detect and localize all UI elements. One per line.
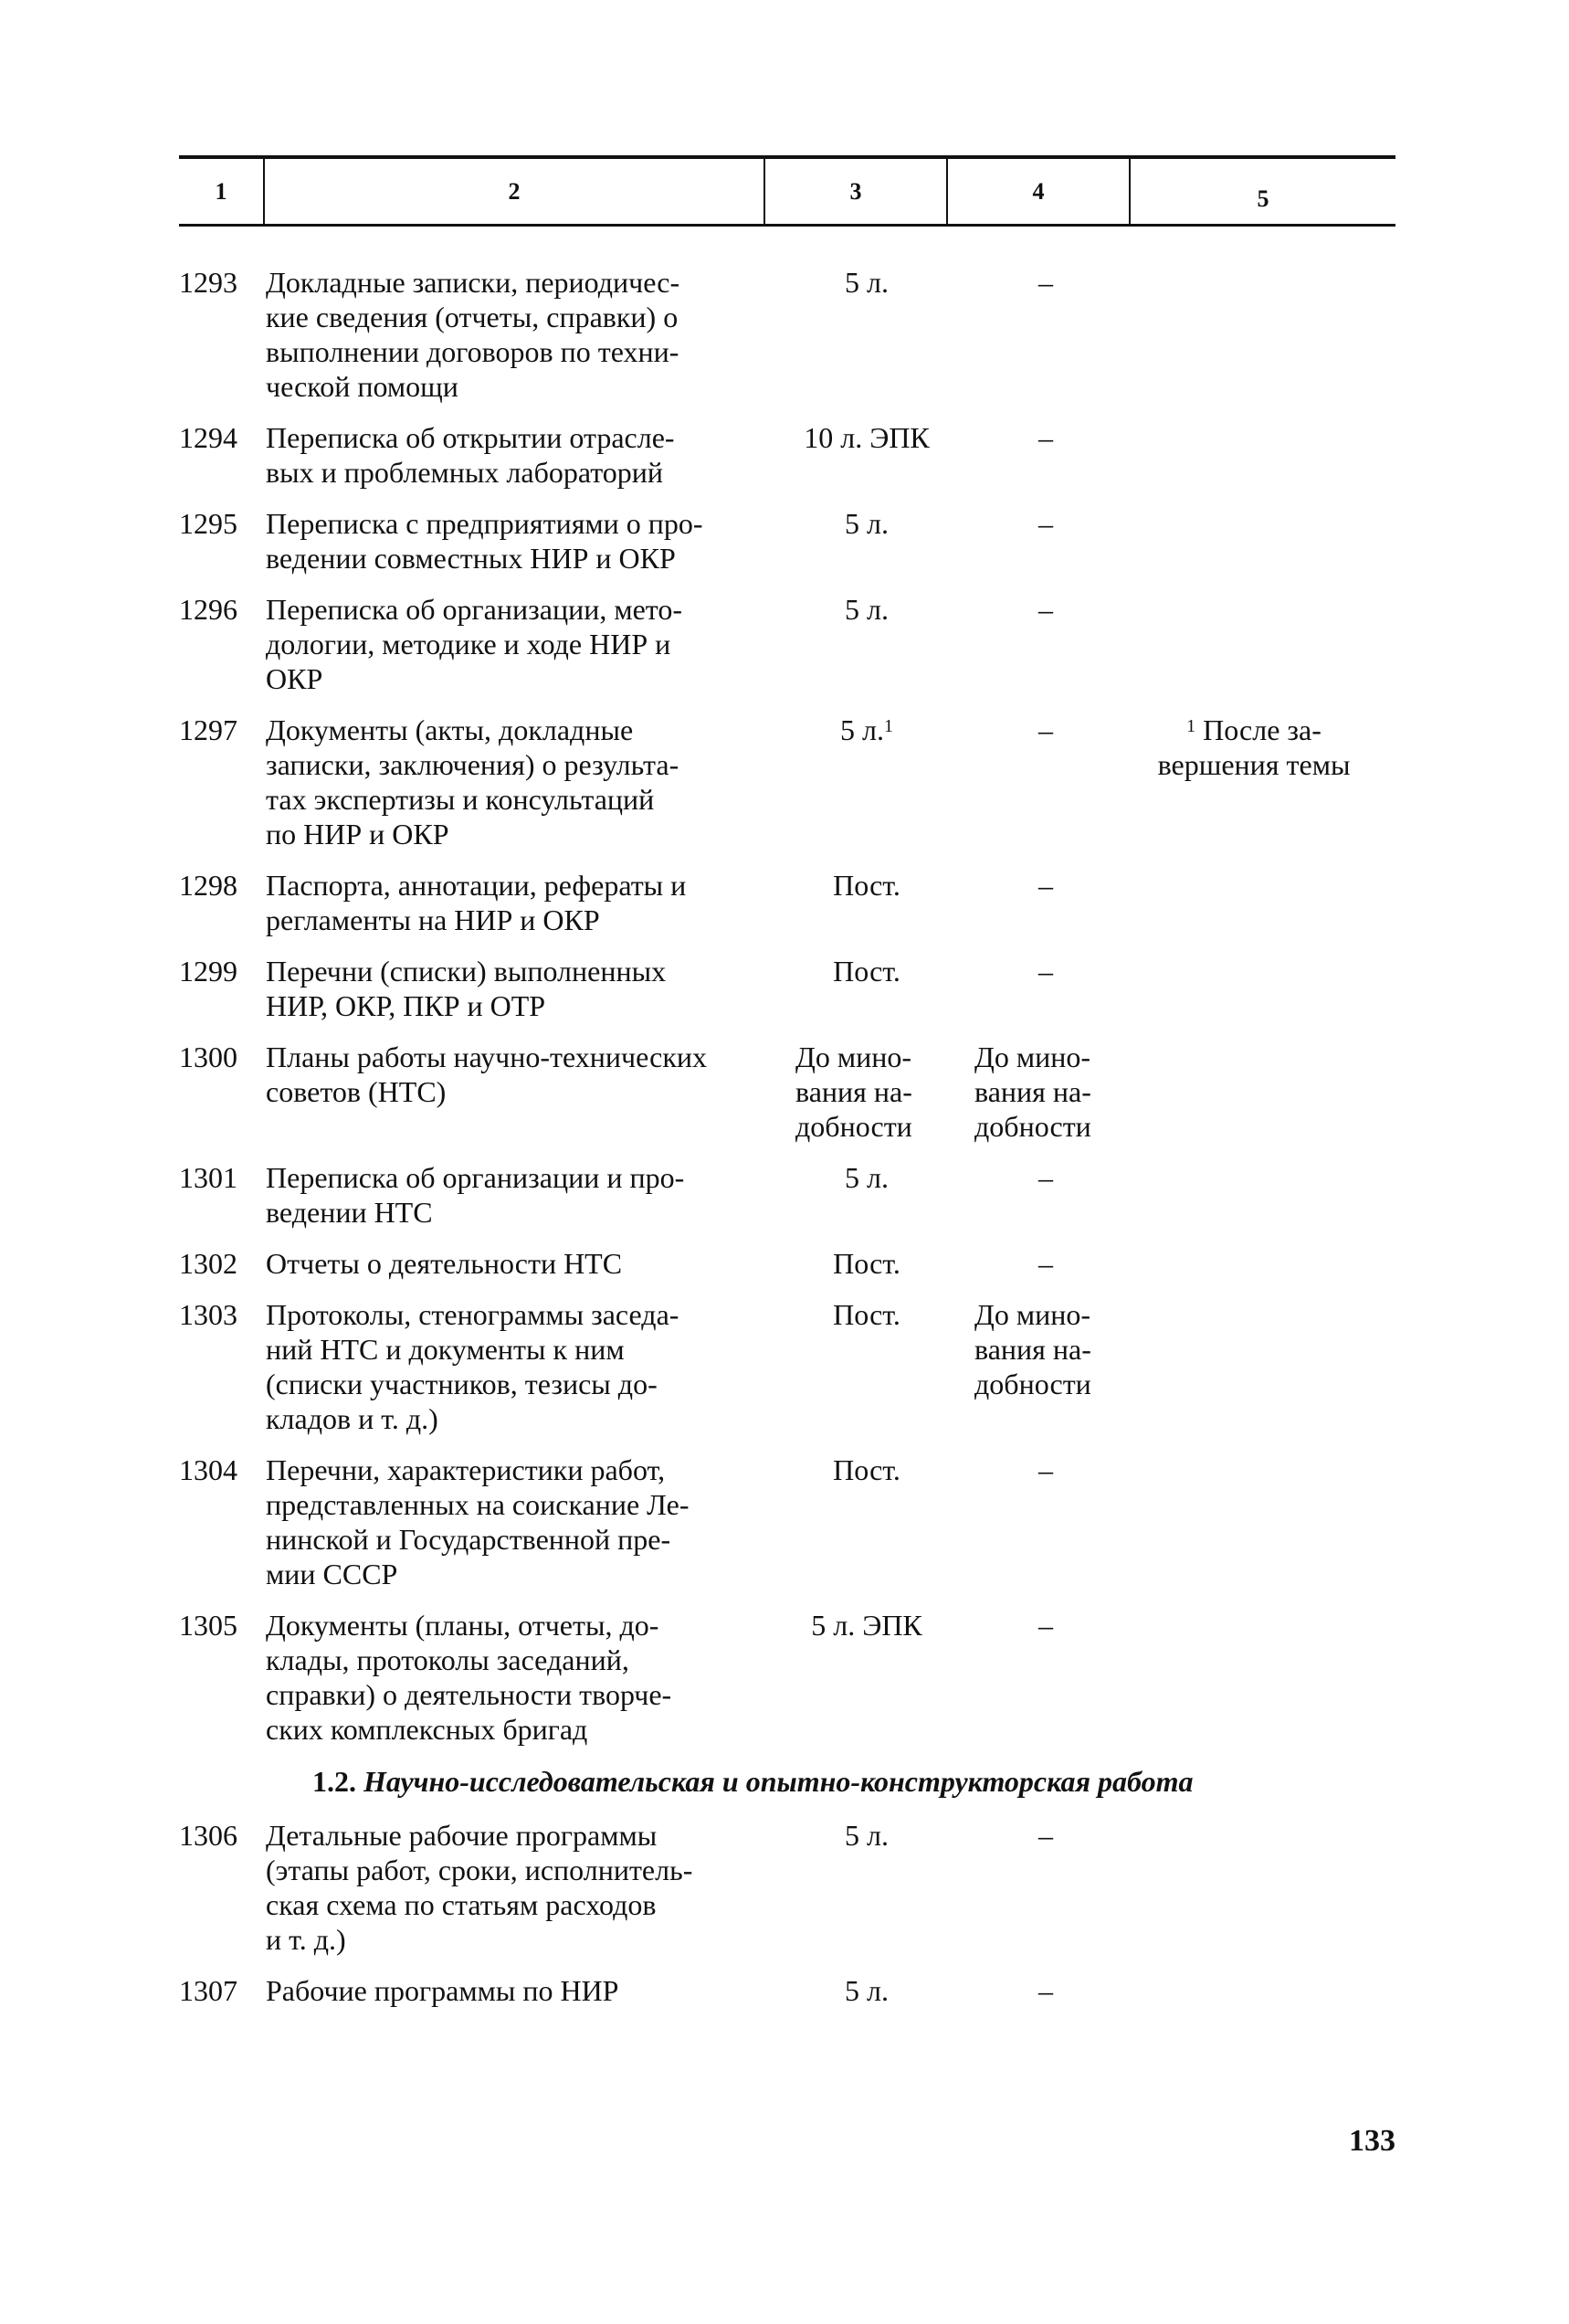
- document-type-line: Документы (акты, докладные: [266, 713, 634, 746]
- document-type: [266, 1452, 777, 1591]
- retention-term-line: Пост.: [833, 1453, 900, 1486]
- document-type-line: по НИР и ОКР: [266, 818, 449, 850]
- document-type-line: ская схема по статьям расходов: [266, 1888, 657, 1921]
- document-type-line: Паспорта, аннотации, рефераты и: [266, 869, 687, 902]
- retention-term: [777, 954, 956, 988]
- document-type-line: НИР, ОКР, ПКР и ОТР: [266, 989, 546, 1022]
- article-number: 1293: [179, 266, 237, 299]
- table-row: [0, 713, 1569, 851]
- retention-term-alt-line: –: [1038, 593, 1053, 626]
- article-number: 1300: [179, 1041, 237, 1073]
- retention-term-alt-line: –: [1038, 1247, 1053, 1280]
- document-type: [266, 1246, 777, 1281]
- retention-term-alt: [956, 1452, 1135, 1487]
- note-line: После за-: [1203, 713, 1322, 746]
- article-number: 1296: [179, 593, 237, 626]
- retention-term-alt-line: –: [1038, 869, 1053, 902]
- retention-term-alt-line: –: [1038, 1453, 1053, 1486]
- document-type: [266, 1040, 777, 1109]
- retention-term-line: 5 л.: [840, 713, 884, 746]
- document-type: [266, 868, 777, 937]
- section-title: Научно-исследовательская и опытно-конструкторская работа: [363, 1765, 1194, 1798]
- retention-term-line: вания на-: [795, 1075, 912, 1108]
- article-number: 1298: [179, 869, 237, 902]
- table-row: [0, 954, 1569, 1023]
- document-type-line: Переписка об открытии отрасле-: [266, 421, 675, 454]
- document-type-line: справки) о деятельности творче-: [266, 1678, 672, 1711]
- retention-term-alt-line: добности: [974, 1368, 1091, 1400]
- retention-term-alt-line: –: [1038, 1161, 1053, 1194]
- document-type-line: тах экспертизы и консультаций: [266, 783, 655, 816]
- retention-term-alt-line: вания на-: [974, 1075, 1091, 1108]
- retention-term-line: Пост.: [833, 1247, 900, 1280]
- document-type-line: кие сведения (отчеты, справки) о: [266, 301, 679, 333]
- retention-term-line: 5 л.: [845, 507, 889, 540]
- retention-term: [777, 592, 956, 627]
- table-row: [0, 1160, 1569, 1230]
- retention-term-line: До мино-: [795, 1041, 911, 1073]
- document-type-line: вых и проблемных лабораторий: [266, 456, 664, 489]
- document-type-line: выполнении договоров по техни-: [266, 335, 679, 368]
- document-type: [266, 1297, 777, 1436]
- retention-term-alt-line: –: [1038, 507, 1053, 540]
- retention-term: [777, 1246, 956, 1281]
- table-row: [0, 1246, 1569, 1281]
- retention-term-alt-line: –: [1038, 421, 1053, 454]
- article-number: 1307: [179, 1974, 237, 2007]
- retention-term-line: Пост.: [833, 955, 900, 988]
- document-type-line: ведении совместных НИР и ОКР: [266, 542, 676, 575]
- article-number: 1303: [179, 1298, 237, 1331]
- document-type-line: ческой помощи: [266, 370, 458, 403]
- retention-term-alt-line: –: [1038, 1819, 1053, 1852]
- retention-term-alt-line: –: [1038, 713, 1053, 746]
- document-type-line: Переписка об организации, мето-: [266, 593, 682, 626]
- table-row: [0, 1608, 1569, 1747]
- table-body: [0, 265, 1569, 2024]
- article-number: 1297: [179, 713, 237, 746]
- retention-term-line: 5 л.: [845, 1974, 889, 2007]
- retention-term-alt: [956, 265, 1135, 300]
- article-number: 1295: [179, 507, 237, 540]
- document-type-line: Перечни, характеристики работ,: [266, 1453, 666, 1486]
- document-type-line: и т. д.): [266, 1923, 346, 1956]
- retention-term-alt: [956, 954, 1135, 988]
- retention-term-alt: [956, 420, 1135, 455]
- article-number: 1299: [179, 955, 237, 988]
- article-number: 1294: [179, 421, 237, 454]
- document-type-line: Детальные рабочие программы: [266, 1819, 658, 1852]
- retention-term-line: 5 л.: [845, 593, 889, 626]
- retention-term: [777, 1040, 956, 1144]
- document-type-line: Переписка об организации и про-: [266, 1161, 685, 1194]
- retention-term-alt: [956, 1973, 1135, 2008]
- document-type-line: кладов и т. д.): [266, 1402, 438, 1435]
- retention-term-alt: [956, 713, 1135, 747]
- document-type: [266, 1160, 777, 1230]
- document-type-line: Перечни (списки) выполненных: [266, 955, 667, 988]
- article-number: 1302: [179, 1247, 237, 1280]
- header-col-4: 4: [1032, 177, 1045, 205]
- section-heading: [312, 1763, 1569, 1800]
- table-row: [0, 506, 1569, 576]
- document-type-line: записки, заключения) о результа-: [266, 748, 679, 781]
- document-type-line: (списки участников, тезисы до-: [266, 1368, 658, 1400]
- retention-term: [777, 1160, 956, 1195]
- document-type-line: дологии, методике и ходе НИР и: [266, 628, 671, 660]
- document-type: [266, 265, 777, 404]
- retention-term: [777, 1297, 956, 1332]
- section-number: 1.2.: [312, 1765, 356, 1798]
- table-row: [0, 1818, 1569, 1957]
- document-type-line: Документы (планы, отчеты, до-: [266, 1609, 659, 1642]
- article-number: 1305: [179, 1609, 237, 1642]
- retention-term-line: 10 л. ЭПК: [804, 421, 930, 454]
- document-type-line: Докладные записки, периодичес-: [266, 266, 680, 299]
- article-number: 1306: [179, 1819, 237, 1852]
- document-type-line: нинской и Государственной пре-: [266, 1523, 671, 1556]
- retention-term-line: 5 л.: [845, 1819, 889, 1852]
- table-row: [0, 1452, 1569, 1591]
- document-type: [266, 1973, 777, 2008]
- retention-term-alt: [956, 1297, 1135, 1401]
- footnote-marker: 1: [883, 716, 893, 736]
- retention-term-line: добности: [795, 1110, 912, 1143]
- document-type-line: советов (НТС): [266, 1075, 447, 1108]
- document-type-line: Протоколы, стенограммы заседа-: [266, 1298, 679, 1331]
- retention-term: [777, 1452, 956, 1487]
- retention-term-alt: [956, 1246, 1135, 1281]
- table-row: [0, 1297, 1569, 1436]
- retention-term-line: 5 л.: [845, 1161, 889, 1194]
- retention-term-line: 5 л. ЭПК: [811, 1609, 922, 1642]
- document-type-line: ний НТС и документы к ним: [266, 1333, 625, 1366]
- document-type: [266, 713, 777, 851]
- footnote-marker: 1: [1186, 716, 1196, 736]
- retention-term-line: 5 л.: [845, 266, 889, 299]
- document-type-line: Рабочие программы по НИР: [266, 1974, 619, 2007]
- retention-term-alt: [956, 506, 1135, 541]
- retention-term-alt: [956, 1608, 1135, 1643]
- retention-term-alt-line: –: [1038, 266, 1053, 299]
- table-row: [0, 420, 1569, 490]
- retention-term-line: Пост.: [833, 869, 900, 902]
- document-type: [266, 592, 777, 696]
- retention-term: [777, 506, 956, 541]
- document-type-line: ОКР: [266, 662, 323, 695]
- page-number: 133: [1349, 2124, 1395, 2158]
- retention-term-alt-line: вания на-: [974, 1333, 1091, 1366]
- retention-term: [777, 1818, 956, 1853]
- document-type: [266, 420, 777, 490]
- header-col-1: 1: [215, 177, 227, 205]
- retention-term-alt-line: До мино-: [974, 1298, 1090, 1331]
- document-type-line: ведении НТС: [266, 1196, 433, 1229]
- retention-term: [777, 868, 956, 903]
- retention-term-alt: [956, 1818, 1135, 1853]
- document-type-line: Планы работы научно-технических: [266, 1041, 708, 1073]
- retention-term-alt-line: –: [1038, 955, 1053, 988]
- header-col-3: 3: [849, 177, 862, 205]
- retention-term-alt: [956, 868, 1135, 903]
- document-type-line: представленных на соискание Ле-: [266, 1488, 690, 1521]
- retention-term: [777, 713, 956, 747]
- article-number: 1301: [179, 1161, 237, 1194]
- document-type: [266, 954, 777, 1023]
- document-type-line: регламенты на НИР и ОКР: [266, 903, 600, 936]
- note-line: вершения темы: [1157, 748, 1351, 781]
- document-type-line: клады, протоколы заседаний,: [266, 1643, 629, 1676]
- retention-term-alt: [956, 592, 1135, 627]
- retention-term: [777, 420, 956, 455]
- table-row: [0, 1040, 1569, 1144]
- article-number: 1304: [179, 1453, 237, 1486]
- document-type-line: ских комплексных бригад: [266, 1713, 588, 1746]
- document-type-line: (этапы работ, сроки, исполнитель-: [266, 1854, 693, 1886]
- document-type-line: мии СССР: [266, 1558, 398, 1590]
- retention-term-alt: [956, 1160, 1135, 1195]
- header-col-2: 2: [508, 177, 521, 205]
- retention-term-line: Пост.: [833, 1298, 900, 1331]
- table-header: [179, 155, 1395, 227]
- header-col-5: 5: [1257, 185, 1269, 212]
- table-row: [0, 592, 1569, 696]
- retention-term: [777, 265, 956, 300]
- table-row: [0, 265, 1569, 404]
- document-type: [266, 1818, 777, 1957]
- retention-term: [777, 1973, 956, 2008]
- retention-term-alt: [956, 1040, 1135, 1144]
- retention-term: [777, 1608, 956, 1643]
- retention-term-alt-line: добности: [974, 1110, 1091, 1143]
- document-type-line: Переписка с предприятиями о про-: [266, 507, 703, 540]
- retention-term-alt-line: –: [1038, 1974, 1053, 2007]
- document-type: [266, 506, 777, 576]
- document-type: [266, 1608, 777, 1747]
- document-type-line: Отчеты о деятельности НТС: [266, 1247, 623, 1280]
- table-row: [0, 868, 1569, 937]
- table-row: [0, 1973, 1569, 2008]
- retention-term-alt-line: До мино-: [974, 1041, 1090, 1073]
- retention-term-alt-line: –: [1038, 1609, 1053, 1642]
- note: [1135, 713, 1373, 782]
